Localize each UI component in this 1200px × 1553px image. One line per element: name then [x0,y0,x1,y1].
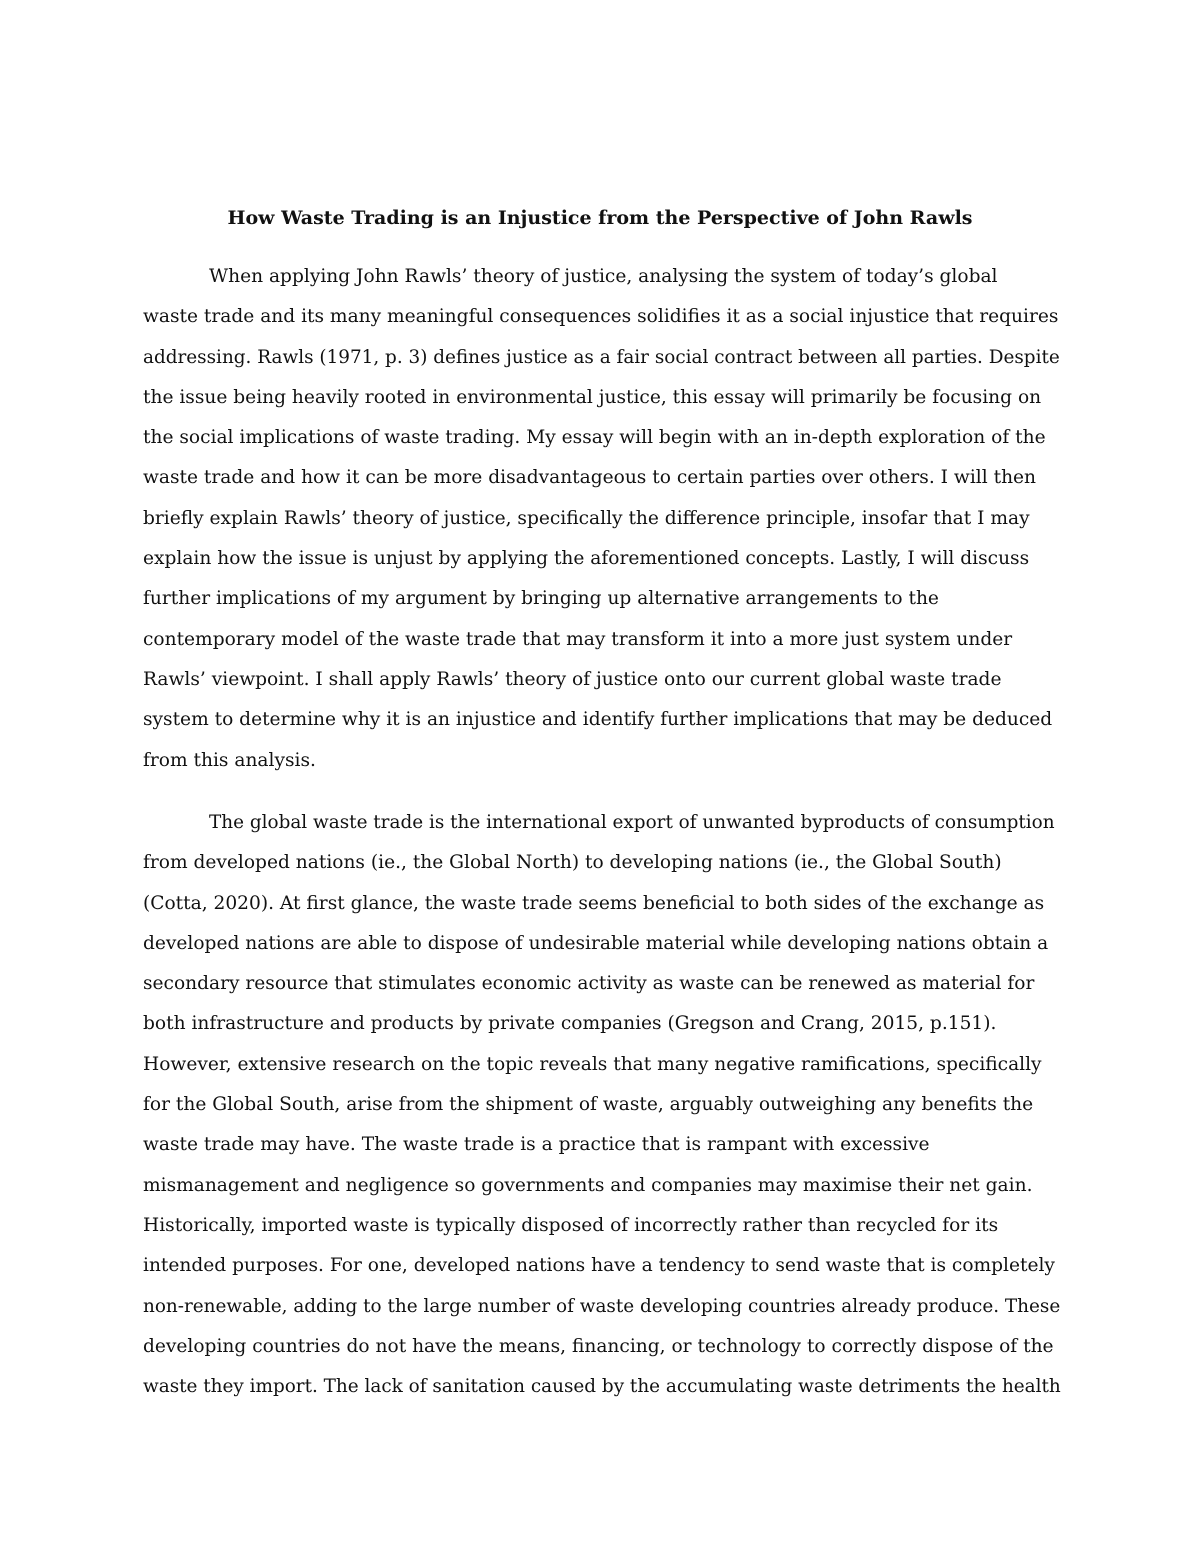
text-line: developed nations are able to dispose of undesirable material while developing nations obtain a [143,932,1049,954]
paragraph-waste-trade [143,803,1063,1407]
text-line: developing countries do not have the means, financing, or technology to correctly dispose of the [143,1335,1054,1357]
text-line: contemporary model of the waste trade that may transform it into a more just system under [143,628,1013,650]
text-line: secondary resource that stimulates economic activity as waste can be renewed as material for [143,973,1035,995]
paragraph-introduction [143,257,1063,781]
text-line: When applying John Rawls’ theory of justice, analysing the system of today’s global [209,266,998,287]
text-line: waste trade may have. The waste trade is a practice that is rampant with excessive [143,1134,930,1156]
text-line: the issue being heavily rooted in environmental justice, this essay will primarily be focusing on [143,386,1042,408]
text-line: briefly explain Rawls’ theory of justice, specifically the difference principle, insofar that I may [143,507,1030,529]
text-line: However, extensive research on the topic reveals that many negative ramifications, specifically [143,1053,1042,1075]
text-line: intended purposes. For one, developed nations have a tendency to send waste that is completely [143,1255,1055,1277]
text-line: Historically, imported waste is typically disposed of incorrectly rather than recycled for its [143,1214,999,1236]
text-line: explain how the issue is unjust by applying the aforementioned concepts. Lastly, I will discuss [143,548,1030,570]
text-line: waste trade and how it can be more disadvantageous to certain parties over others. I will then [143,467,1037,489]
text-line: non-renewable, adding to the large number of waste developing countries already produce. These [143,1295,1061,1317]
text-line: waste they import. The lack of sanitation caused by the accumulating waste detriments the health [143,1376,1061,1398]
text-line: addressing. Rawls (1971, p. 3) defines justice as a fair social contract between all parties. Despite [143,346,1060,368]
text-line: the social implications of waste trading. My essay will begin with an in-depth exploration of the [143,427,1046,449]
text-line: from developed nations (ie., the Global North) to developing nations (ie., the Global South) [143,852,1002,874]
text-line: (Cotta, 2020). At first glance, the waste trade seems beneficial to both sides of the exchange as [143,892,1045,914]
text-line: Rawls’ viewpoint. I shall apply Rawls’ theory of justice onto our current global waste trade [143,668,1002,690]
text-line: both infrastructure and products by private companies (Gregson and Crang, 2015, p.151). [143,1013,997,1035]
text-line: mismanagement and negligence so governments and companies may maximise their net gain. [143,1174,1033,1196]
text-line: further implications of my argument by bringing up alternative arrangements to the [143,588,939,610]
text-line: waste trade and its many meaningful consequences solidifies it as a social injustice that requires [143,306,1059,328]
text-line: The global waste trade is the international export of unwanted byproducts of consumption [209,812,1055,833]
document-title: How Waste Trading is an Injustice from the Perspective of John Rawls [227,207,973,229]
text-line: system to determine why it is an injustice and identify further implications that may be deduced [143,709,1053,731]
text-line: from this analysis. [143,749,316,771]
text-line: for the Global South, arise from the shipment of waste, arguably outweighing any benefits the [143,1094,1034,1116]
